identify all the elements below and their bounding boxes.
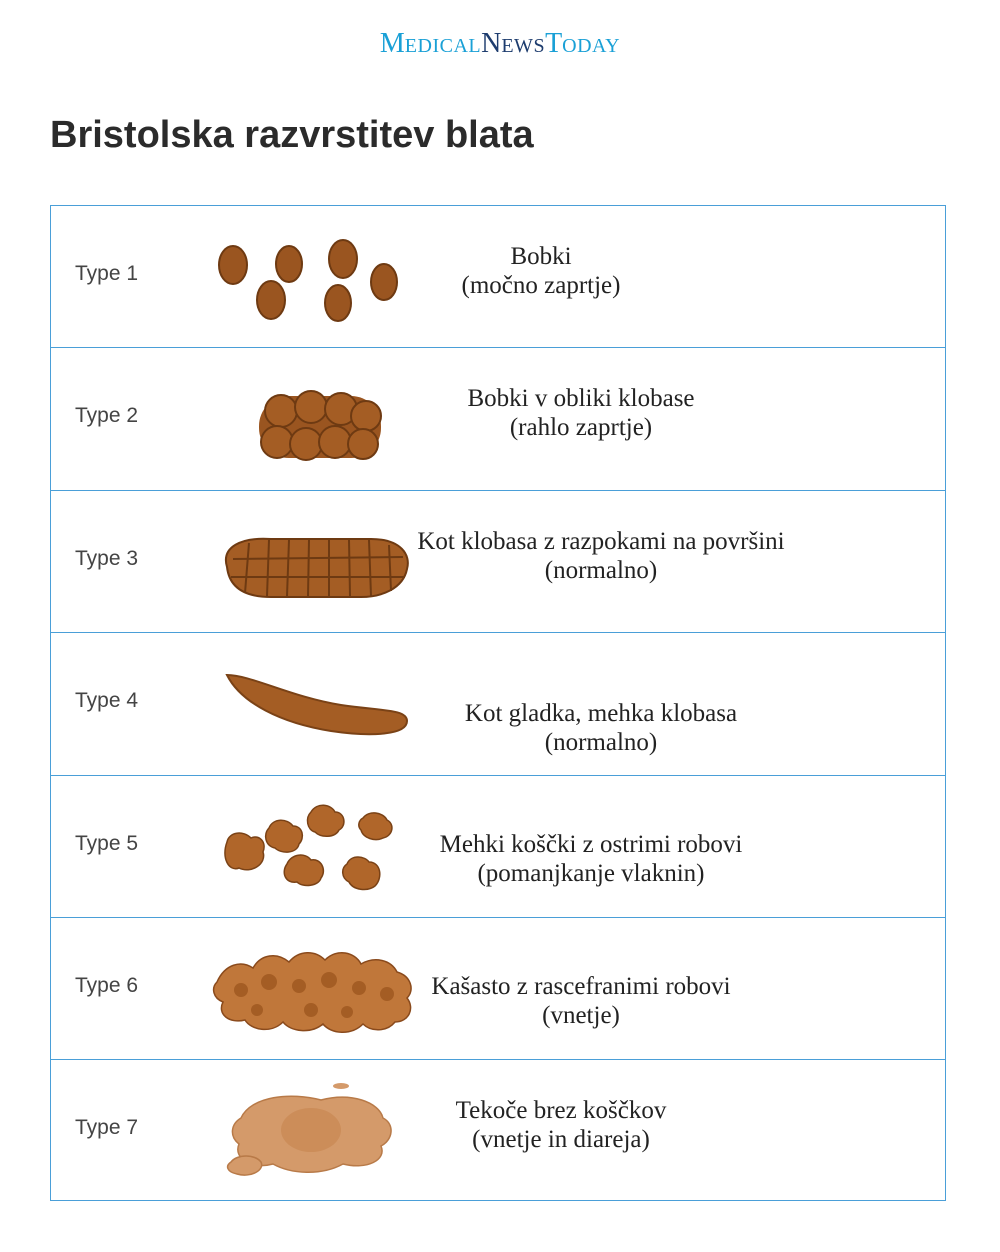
description-line-1: Kot klobasa z razpokami na površini [417,527,785,555]
description-line-2: (normalno) [544,556,658,584]
description-line-2: (pomanjkanje vlaknin) [477,859,705,887]
description [361,972,801,1030]
description-line-1: Kot gladka, mehka klobasa [464,700,738,728]
description-line-1: Bobki v obliki klobase [467,385,695,413]
description-line-2: (normalno) [544,729,658,757]
description-line-1: Tekoče brez koščkov [455,1097,667,1125]
description [371,830,811,888]
description-line-2: (vnetje) [542,1002,620,1029]
description-line-2: (rahlo zaprtje) [509,414,653,442]
description-line-1: Kašasto z rascefranimi robovi [431,973,731,1000]
chart-row-type-6 [51,918,945,1060]
chart-row-type-7 [51,1060,945,1202]
description-line-1: Mehki koščki z ostrimi robovi [439,830,743,858]
page-title: Bristolska razvrstitev blata [50,114,534,156]
type-label: Type 4 [75,689,139,713]
brand-part-1-cap: M [379,28,405,59]
chart-row-type-3 [51,491,945,633]
description [361,384,801,442]
description-line-2: (vnetje in diareja) [472,1126,650,1154]
description [321,242,761,300]
chart-row-type-2 [51,348,945,490]
type-label: Type 2 [75,404,139,428]
brand-part-3-rest: ODAY [562,35,621,57]
type-label: Type 5 [75,831,139,855]
description [381,527,821,585]
description [381,699,821,757]
brand-part-2-cap: N [481,28,502,59]
brand-part-2-rest: EWS [501,35,546,57]
description-line-1: Bobki [510,243,572,270]
chart-row-type-5 [51,776,945,918]
bristol-chart-table [50,205,946,1201]
brand-part-3-cap: T [545,28,563,59]
brand-part-1-rest: EDICAL [404,35,482,57]
chart-row-type-1 [51,206,945,348]
type-label: Type 1 [75,262,139,285]
type-label: Type 7 [75,1116,139,1140]
description [341,1096,781,1154]
type-label: Type 6 [75,974,139,997]
description-line-2: (močno zaprtje) [461,272,621,299]
type-label: Type 3 [75,546,139,570]
brand-logo [0,28,1000,62]
chart-row-type-4 [51,633,945,775]
